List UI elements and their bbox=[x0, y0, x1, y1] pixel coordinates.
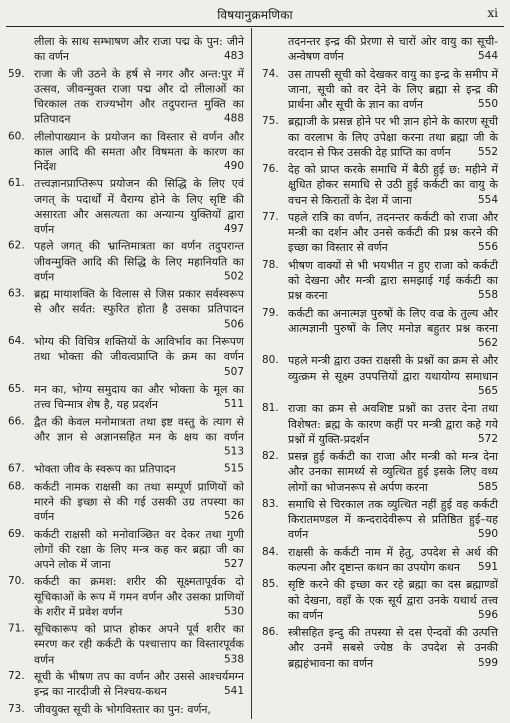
index-entry bbox=[8, 527, 244, 572]
entry-page-number: 488 bbox=[223, 112, 244, 125]
entry-number: 65. bbox=[8, 382, 25, 395]
entry-text: सृष्टि करने की इच्छा कर रहे ब्रह्मा का दस ब्रह्माण्डों को देखना, वहाँ के एक सूर्य द्वारा उनके यथार्थ तत्त्व का वर्णन bbox=[288, 578, 498, 622]
entry-text: जीवयुक्त सूची के भोगविस्तार का पुन: वर्णन, bbox=[34, 702, 212, 716]
entry-number: 63. bbox=[8, 287, 25, 300]
entry-number: 59. bbox=[8, 67, 25, 80]
entry-text: द्वैत की केवल मनोमात्रता तथा इष्ट वस्तु के त्याग से और ज्ञान से अज्ञानसहित मन के क्षय का वर्णन bbox=[34, 415, 244, 444]
index-entry bbox=[8, 239, 244, 284]
index-entry bbox=[262, 449, 498, 495]
entry-page-number: 544 bbox=[477, 50, 498, 63]
entry-text: स्त्रीसहित इन्दु की तपस्या से दस ऐन्दवों की उत्पत्ति और उनमें सबसे ज्येष्ठ के उपदेश से उनकी ब्रह्महंभावना का वर्णन bbox=[288, 626, 498, 670]
entry-number: 75. bbox=[262, 115, 279, 128]
entry-number: 60. bbox=[8, 130, 25, 142]
index-entry bbox=[262, 497, 498, 543]
entry-page-number: 538 bbox=[223, 652, 244, 665]
entry-text: राक्षसी के कर्कटी नाम में हेतु, उपदेश से अर्थ की कल्पना और दृष्टान्त कथन का उपयोग कथन bbox=[288, 545, 498, 574]
entry-number: 77. bbox=[262, 211, 279, 224]
entry-text: तत्त्वज्ञानप्राप्तिरूप प्रयोजन की सिद्धि के लिए एवं जगत् के पदार्थों में वैराग्य होने के लिए सृष्टि की असारता और असत्यता का अन्यान्य युक्तियों द्वारा वर्णन bbox=[34, 177, 244, 236]
index-entry bbox=[262, 34, 498, 64]
entry-text: समाधि से चिरकाल तक व्युत्थित नहीं हुई वह कर्कटी किरातमण्डल में कन्दरादेवीरूप से प्रतिष्ठित हुई–यह वर्णन bbox=[288, 497, 498, 542]
entry-number: 66. bbox=[8, 415, 25, 428]
entry-page-number: 511 bbox=[223, 397, 244, 410]
entry-text: भीषण वाक्यों से भी भयभीत न हुए राजा को कर्कटी को देखना और मन्त्री द्वारा समझाई गई कर्कटी का प्रश्न करना bbox=[288, 258, 498, 303]
right-column bbox=[262, 34, 498, 673]
page-title: विषयानुक्रमणिका bbox=[217, 8, 293, 22]
entry-page-number: 558 bbox=[477, 289, 498, 302]
entry-text: उस तापसी सूची को देखकर वायु का इन्द्र के समीप में जाना, सूची को वर देने के लिए ब्रह्मा से इन्द्र की प्रार्थना और सूची के ज्ञान का वर्णन bbox=[288, 67, 498, 112]
index-entry bbox=[262, 114, 498, 160]
entry-number: 80. bbox=[262, 354, 279, 367]
entry-page-number: 530 bbox=[223, 605, 244, 618]
entry-number: 84. bbox=[262, 545, 279, 558]
entry-page-number: 490 bbox=[223, 160, 244, 173]
index-entry bbox=[262, 545, 498, 575]
index-entry bbox=[8, 334, 244, 379]
entry-page-number: 483 bbox=[223, 50, 244, 63]
entry-text: ब्रह्म मायाशक्ति के विलास से जिस प्रकार सर्वस्वरूप से और सर्वत: स्फुरित होता है उसका प्रतिपादन bbox=[34, 287, 244, 316]
header-rule bbox=[6, 26, 504, 27]
entry-number: 64. bbox=[8, 335, 25, 348]
entry-page-number: 550 bbox=[477, 98, 498, 111]
entry-page-number: 497 bbox=[223, 222, 244, 235]
entry-page-number: 515 bbox=[223, 462, 244, 475]
entry-text: कर्कटी राक्षसी को मनोवाञ्छित वर देकर तथा गुणी लोगों की रक्षा के लिए मन्त्र कह कर ब्रह्मा जी का अपने लोक में जाना bbox=[34, 527, 244, 571]
entry-text: भोक्ता जीव के स्वरूप का प्रतिपादन bbox=[34, 462, 176, 476]
index-entry bbox=[8, 462, 244, 477]
entry-page-number: 541 bbox=[223, 685, 244, 698]
page-header bbox=[0, 4, 510, 26]
entry-page-number: 596 bbox=[477, 608, 498, 621]
entry-text: लीलोपाख्यान के प्रयोजन का विस्तार से वर्णन और काल आदि की समता और विषमता के कारण का निर्देश bbox=[34, 130, 244, 174]
entry-page-number: 554 bbox=[477, 193, 498, 206]
entry-page-number: 513 bbox=[223, 445, 244, 458]
index-entry bbox=[8, 669, 244, 699]
entry-number: 72. bbox=[8, 670, 25, 683]
index-entry bbox=[262, 353, 498, 399]
entry-text: कर्कटी का अनात्मज्ञ पुरुषों के लिए वज्र के तुल्य और आत्मज्ञानी पुरुषों के लिए मनोज्ञ बहुतर प्रश्न करना bbox=[288, 306, 498, 335]
entry-page-number: 572 bbox=[477, 432, 498, 445]
entry-page-number: 507 bbox=[223, 365, 244, 378]
entry-number: 70. bbox=[8, 575, 25, 588]
entry-page-number: 585 bbox=[477, 480, 498, 493]
entry-page-number: 590 bbox=[477, 528, 498, 541]
entry-number: 62. bbox=[8, 240, 25, 253]
entry-text: लीला के साथ सम्भाषण और राजा पद्म के पुन: जीने का वर्णन bbox=[34, 34, 244, 64]
entry-page-number: 502 bbox=[223, 270, 244, 283]
entry-text: भोग्य की विचित्र शक्तियों के आविर्भाव का निरूपण तथा भोक्ता की जीवत्वप्राप्ति के क्रम का वर्णन bbox=[34, 335, 244, 364]
entry-number: 79. bbox=[262, 306, 279, 319]
entry-text: राजा के जी उठने के हर्ष से नगर और अन्त:पुर में उत्सव, जीवन्मुक्त राजा पद्म और दो लीलाओं का चिरकाल तक राज्यभोग और तदुपरान्त मुक्ति का प्रतिपादन bbox=[34, 67, 244, 126]
entry-text: प्रसन्न हुई कर्कटी का राजा और मन्त्री को मन्त्र देना और उनका सामर्थ्य से व्युत्थित हुई इसके लिए वध्य लोगों का भोजनरूप से अर्पण करना bbox=[288, 450, 498, 494]
index-entry bbox=[8, 287, 244, 332]
index-entry bbox=[262, 625, 498, 671]
entry-page-number: 562 bbox=[477, 337, 498, 350]
entry-page-number: 591 bbox=[477, 560, 498, 573]
entry-text: देह को प्राप्त करके समाधि में बैठी हुई छ: महीने में क्षुधित होकर समाधि से उठी हुई कर्कटी का वायु के वचन से किरातों के देश में जाना bbox=[288, 163, 498, 207]
entry-number: 69. bbox=[8, 527, 25, 540]
entry-number: 73. bbox=[8, 702, 25, 715]
entry-number: 74. bbox=[262, 67, 279, 80]
entry-number: 68. bbox=[8, 480, 25, 493]
entry-number: 82. bbox=[262, 450, 279, 463]
entry-text: ब्रह्माजी के प्रसन्न होने पर भी ज्ञान होने के कारण सूची का वरलाभ के लिए उपेक्षा करना तथा ब्रह्मा जी के वरदान से फिर उसकी देह प्राप्ति का वर्णन bbox=[288, 115, 498, 159]
index-entry bbox=[262, 401, 498, 447]
entry-page-number: 565 bbox=[477, 384, 498, 397]
index-entry bbox=[262, 210, 498, 256]
index-entry bbox=[8, 414, 244, 459]
left-column bbox=[8, 34, 244, 716]
index-entry bbox=[8, 66, 244, 126]
entry-page-number: 556 bbox=[477, 241, 498, 254]
index-entry bbox=[8, 479, 244, 524]
index-entry bbox=[8, 129, 244, 174]
entry-text: पहले जगत् की भ्रान्तिमात्रता का वर्णन तदुपरान्त जीवन्मुक्ति आदि की सिद्धि के लिए महानियति का वर्णन bbox=[34, 240, 244, 284]
entry-text: राजा का क्रम से अवशिष्ट प्रश्नों का उत्तर देना तथा विशेषत: ब्रह्म के कारण कहीं पर मन्त्री द्वारा कहे गये प्रश्नों में युक्ति-प्रदर्शन bbox=[288, 402, 498, 446]
entry-page-number: 506 bbox=[223, 318, 244, 330]
entry-text: तदनन्तर इन्द्र की प्रेरणा से चारों ओर वायु का सूची-अन्वेषण वर्णन bbox=[288, 35, 498, 64]
index-entry bbox=[262, 67, 498, 113]
entry-page-number: 526 bbox=[223, 510, 244, 523]
index-entry bbox=[262, 577, 498, 623]
index-entry bbox=[8, 702, 244, 717]
entry-text: कर्कटी नामक राक्षसी का तथा सम्पूर्ण प्राणियों को मारने की इच्छा से की गई उसकी उग्र तपस्या का वर्णन bbox=[34, 480, 244, 524]
entry-text: सूची के भीषण तप का वर्णन और उससे आश्चर्यमग्न इन्द्र का नारदीजी से निश्चय-कथन bbox=[34, 670, 244, 699]
index-entry bbox=[262, 306, 498, 352]
entry-number: 86. bbox=[262, 626, 279, 639]
entry-text: पहले रात्रि का वर्णन, तदनन्तर कर्कटी को राजा और मन्त्री का दर्शन और उनसे कर्कटी की प्रश्न करने की इच्छा का विस्तार से वर्णन bbox=[288, 211, 498, 255]
entry-text: मन का, भोग्य समुदाय का और भोक्ता के मूल का तत्त्व चिन्मात्र शेष है, यह प्रदर्शन bbox=[34, 382, 244, 411]
entry-number: 76. bbox=[262, 163, 279, 176]
entry-number: 85. bbox=[262, 578, 279, 591]
column-divider bbox=[251, 28, 252, 719]
entry-text: सूचिकारूप को प्राप्त होकर अपने पूर्व शरीर का स्मरण कर रही कर्कटी के पश्चात्ताप का विस्तारपूर्वक वर्णन bbox=[34, 622, 244, 666]
entry-text: पहले मन्त्री द्वारा उक्त राक्षसी के प्रश्नों का क्रम से और व्युत्क्रम से सूक्ष्म उपपत्तियों द्वारा यथायोग्य समाधान bbox=[288, 354, 498, 383]
index-entry bbox=[262, 258, 498, 304]
index-entry bbox=[8, 382, 244, 412]
entry-number: 78. bbox=[262, 258, 279, 271]
index-entry bbox=[8, 34, 244, 64]
index-entry bbox=[8, 574, 244, 619]
entry-text: कर्कटी का क्रमश: शरीर की सूक्ष्मतापूर्वक दो सूचिकाओं के रूप में गमन वर्णन और उसका प्राणियों के शरीर में प्रवेश वर्णन bbox=[34, 575, 244, 619]
index-entry bbox=[8, 177, 244, 237]
entry-page-number: 552 bbox=[477, 145, 498, 158]
entry-number: 83. bbox=[262, 497, 279, 510]
entry-page-number: 599 bbox=[477, 656, 498, 669]
index-entry bbox=[262, 162, 498, 208]
entry-number: 61. bbox=[8, 177, 25, 190]
index-entry bbox=[8, 622, 244, 667]
entry-number: 81. bbox=[262, 402, 279, 415]
entry-number: 71. bbox=[8, 622, 25, 635]
entry-page-number: 527 bbox=[223, 557, 244, 570]
page-number: xi bbox=[487, 6, 498, 20]
entry-number: 67. bbox=[8, 462, 25, 475]
